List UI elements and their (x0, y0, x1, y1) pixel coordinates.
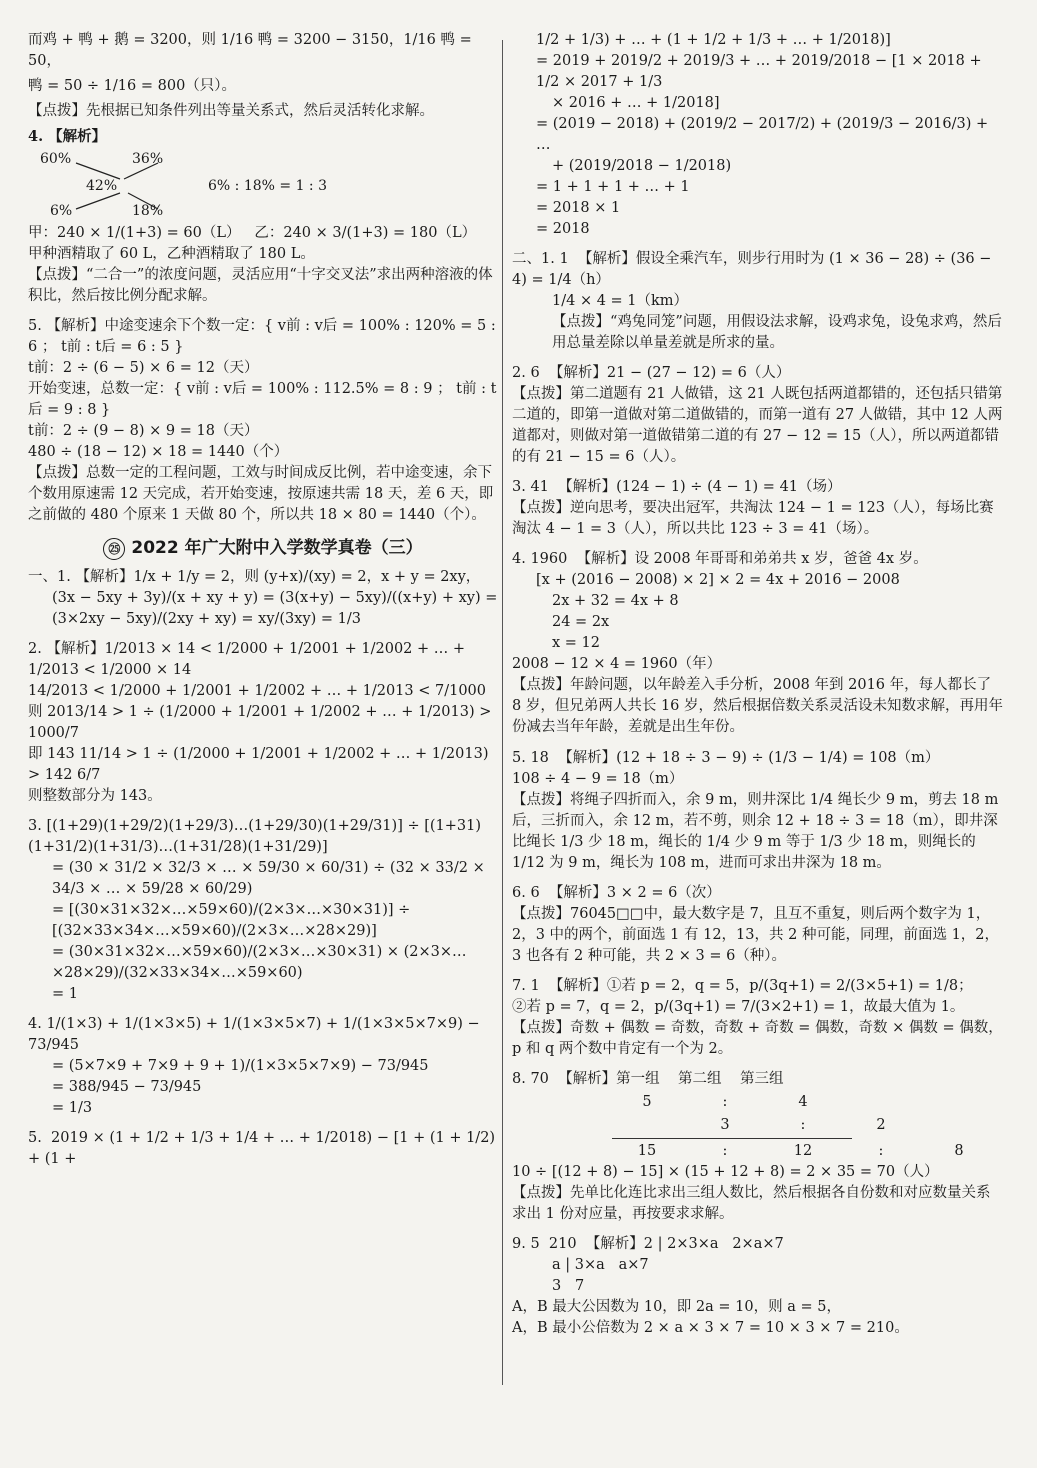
solution-line: = 2018 × 1 (536, 200, 621, 217)
ratio-cell: 5 (642, 1093, 652, 1110)
solution-line: = 1 + 1 + 1 + … + 1 (536, 179, 690, 196)
solution-line: = 388/945 − 73/945 (52, 1079, 202, 1096)
solution-line: = 2019 + 2019/2 + 2019/3 + … + 2019/2018 − [1 × 2018 + 1/2 × 2017 + 1/3 (536, 53, 987, 91)
solution-line: 480 ÷ (18 − 12) × 18 = 1440（个） (28, 444, 289, 461)
solution-line: A，B 最大公因数为 10，即 2a = 10，则 a = 5， (512, 1298, 841, 1315)
tip-line: 【点拨】年龄问题，以年龄差入手分析，2008 年到 2016 年，每人都长了 8 岁，但兄弟两人共长 16 岁，然后根据倍数关系灵活设未知数求解，再用年份减去当年年龄，差就是出生年份。 (512, 677, 1004, 736)
solution-line: 24 = 2x (552, 614, 610, 631)
q4-label: 4. 【解析】 (28, 128, 107, 146)
solution-line: 3. [(1+29)(1+29/2)(1+29/3)…(1+29/30)(1+29/31)] ÷ [(1+31)(1+31/2)(1+31/3)…(1+31/28)(1+31/29)] (28, 818, 482, 856)
ratio-cell: 2 (876, 1116, 886, 1133)
solution-line: 8. 70 【解析】第一组 第二组 第三组 (512, 1070, 784, 1087)
ratio-cell: 12 (793, 1142, 813, 1159)
solution-line: + (2019/2018 − 1/2018) (552, 158, 732, 175)
solution-line: 10 ÷ [(12 + 8) − 15] × (15 + 12 + 8) = 2 × 35 = 70（人） (512, 1163, 939, 1180)
solution-line: 5. 【解析】中途变速余下个数一定：{ v前 : v后 = 100% : 120% = 5 : 6 ； t前 : t后 = 6 : 5 } (28, 318, 501, 356)
cross-value: 6% (50, 203, 73, 220)
ratio-cell: 15 (637, 1142, 657, 1159)
solution-line: = 2018 (536, 221, 590, 238)
solution-line: = (30×31×32×…×59×60)/(2×3×…×30×31) × (2×3×…×28×29)/(32×33×34×…×59×60) (52, 944, 467, 982)
ratio-cell: : (722, 1093, 728, 1110)
solution-line: 开始变速，总数一定：{ v前 : v后 = 100% : 112.5% = 8 : 9 ； t前 : t后 = 9 : 8 } (28, 381, 497, 419)
solution-line: 2. 【解析】1/2013 × 14 < 1/2000 + 1/2001 + 1/2002 + … + 1/2013 < 1/2000 × 14 (28, 640, 470, 678)
solution-line: 5. 2019 × (1 + 1/2 + 1/3 + 1/4 + … + 1/2018) − [1 + (1 + 1/2) + (1 + (28, 1130, 500, 1168)
solution-line: 14/2013 < 1/2000 + 1/2001 + 1/2002 + … + 1/2013 < 7/1000 (28, 683, 487, 700)
column-divider (502, 40, 503, 1385)
solution-line: = (30 × 31/2 × 32/3 × … × 59/30 × 60/31) ÷ (32 × 33/2 × 34/3 × … × 59/28 × 60/29) (52, 860, 490, 898)
intro-line: 而鸡 + 鸭 + 鹅 = 3200，则 1/16 鸭 = 3200 − 3150，1/16 鸭 = 50， (28, 32, 477, 70)
solution-line: 2x + 32 = 4x + 8 (552, 593, 679, 610)
tip-line: 【点拨】“二合一”的浓度问题，灵活应用“十字交叉法”求出两种溶液的体积比，然后按比例分配求解。 (28, 267, 493, 305)
section-title (28, 536, 498, 561)
tip-line: 【点拨】“鸡兔同笼”问题，用假设法求解，设鸡求兔，设兔求鸡，然后用总量差除以单量差就是所求的量。 (552, 314, 1002, 352)
cross-value: 60% (40, 151, 72, 168)
solution-line: 3. 41 【解析】(124 − 1) ÷ (4 − 1) = 41（场） (512, 479, 842, 496)
ratio-table-row (512, 1092, 1004, 1113)
ratio-table-row (512, 1115, 1004, 1136)
tip-line: 【点拨】总数一定的工程问题，工效与时间成反比例，若中途变速，余下个数用原速需 12 天完成，若开始变速，按原速共需 18 天，差 6 天，即之前做的 480 个原来 1 天做 80 个，所以共 18 × 80 = 1440（个）。 (28, 465, 494, 524)
solution-line: 1/4 × 4 = 1（km） (552, 293, 689, 310)
cross-value: 36% (132, 151, 164, 168)
cross-diagram (28, 149, 448, 219)
solution-line: (3x − 5xy + 3y)/(x + xy + y) = (3(x+y) − 5xy)/((x+y) + xy) = (3×2xy − 5xy)/(2xy + xy) = xy/(3xy) = 1/3 (52, 589, 502, 627)
tip-line: 【点拨】奇数 + 偶数 = 奇数，奇数 + 奇数 = 偶数，奇数 × 偶数 = 偶数，p 和 q 两个数中肯定有一个为 2。 (512, 1019, 1003, 1057)
tip-line: 【点拨】76045□□中，最大数字是 7，且互不重复，则后两个数字为 1，2，3 中的两个，前面选 1 有 12，13，共 2 种可能，同理，前面选 1，2，3 也各有 2 种可能，共 2 × 3 = 6（种）。 (512, 905, 1000, 964)
solution-line: = (5×7×9 + 7×9 + 9 + 1)/(1×3×5×7×9) − 73/945 (52, 1058, 429, 1075)
solution-line: 3 7 (552, 1277, 585, 1294)
solution-line: 7. 1 【解析】①若 p = 2，q = 5，p/(3q+1) = 2/(3×5+1) = 1/8； (512, 977, 973, 994)
cross-value: 18% (132, 203, 164, 220)
tip-line: 【点拨】将绳子四折而入，余 9 m，则井深比 1/4 绳长少 9 m，剪去 18 m 后，三折而入，余 12 m，若不剪，则余 12 + 18 ÷ 3 = 18（m），即井深比绳长 1/3 少 18 m，绳长的 1/4 少 9 m 等于 1/3 少 18 m，则绳长的 1/12 为 9 m，绳长为 108 m，进而可求出井深为 18 m。 (512, 791, 1003, 871)
solution-line: 5. 18 【解析】(12 + 18 ÷ 3 − 9) ÷ (1/3 − 1/4) = 108（m） (512, 749, 940, 766)
ratio-cell: : (800, 1116, 806, 1133)
solution-line: = [(30×31×32×…×59×60)/(2×3×…×30×31)] ÷ [(32×33×34×…×59×60)/(2×3×…×28×29)] (52, 902, 415, 940)
section-number: ㉕ (103, 538, 125, 560)
tip-line: 【点拨】第二道题有 21 人做错，这 21 人既包括两道都错的，还包括只错第二道的，即第一道做对第二道做错的，而第一道有 27 人做错，其中 12 人两道都对，则做对第一道做错第二道的有 27 − 12 = 15（人），所以两道都错的有 21 − 15 = 6（人）。 (512, 386, 1003, 466)
solution-line: a | 3×a a×7 (552, 1256, 649, 1273)
solution-line: 4. 1960 【解析】设 2008 年哥哥和弟弟共 x 岁，爸爸 4x 岁。 (512, 551, 928, 568)
solution-line: 2008 − 12 × 4 = 1960（年） (512, 656, 722, 673)
solution-line: 则 2013/14 > 1 ÷ (1/2000 + 1/2001 + 1/2002 + … + 1/2013) > 1000/7 (28, 704, 497, 742)
ratio-cell: 4 (798, 1093, 808, 1110)
cross-value: 42% (86, 178, 118, 195)
solution-line: = (2019 − 2018) + (2019/2 − 2017/2) + (2019/3 − 2016/3) + … (536, 116, 993, 154)
left-column (28, 30, 502, 1170)
solution-line: 即 143 11/14 > 1 ÷ (1/2000 + 1/2001 + 1/2002 + … + 1/2013) > 142 6/7 (28, 746, 494, 784)
solution-line: t前：2 ÷ (9 − 8) × 9 = 18（天） (28, 423, 259, 440)
section-title-text: 2022 年广大附中入学数学真卷（三） (131, 538, 423, 559)
solution-line: 6. 6 【解析】3 × 2 = 6（次） (512, 884, 721, 901)
intro-line: 鸭 = 50 ÷ 1/16 = 800（只）。 (28, 78, 237, 95)
solution-line: = 1/3 (52, 1100, 93, 1117)
solution-line: 一、1. 【解析】1/x + 1/y = 2，则 (y+x)/(xy) = 2，x + y = 2xy， (28, 568, 481, 585)
solution-line: x = 12 (552, 635, 600, 652)
tip-line: 【点拨】先根据已知条件列出等量关系式，然后灵活转化求解。 (28, 103, 434, 120)
tip-line: 【点拨】逆向思考，要决出冠军，共淘汰 124 − 1 = 123（人），每场比赛淘汰 4 − 1 = 3（人），所以共比 123 ÷ 3 = 41（场）。 (512, 500, 994, 538)
solution-line: × 2016 + … + 1/2018] (552, 95, 720, 112)
solution-line: t前：2 ÷ (6 − 5) × 6 = 12（天） (28, 360, 259, 377)
ratio-rule (612, 1138, 852, 1139)
solution-line: [x + (2016 − 2008) × 2] × 2 = 4x + 2016 − 2008 (536, 572, 900, 589)
ratio-cell: 3 (720, 1116, 730, 1133)
solution-line: A，B 最小公倍数为 2 × a × 3 × 7 = 10 × 3 × 7 = 210。 (512, 1319, 909, 1336)
right-column (512, 30, 1004, 1339)
solution-line: 甲：240 × 1/(1+3) = 60（L） 乙：240 × 3/(1+3) = 180（L） (28, 225, 477, 242)
solution-line: 2. 6 【解析】21 − (27 − 12) = 6（人） (512, 365, 791, 382)
ratio: 6% : 18% = 1 : 3 (208, 178, 328, 195)
ratio-cell: : (722, 1142, 728, 1159)
solution-line: 甲种酒精取了 60 L，乙种酒精取了 180 L。 (28, 246, 315, 263)
solution-line: ②若 p = 7，q = 2，p/(3q+1) = 7/(3×2+1) = 1，故最大值为 1。 (512, 998, 965, 1015)
ratio-cell: : (878, 1142, 884, 1159)
solution-line: 4. 1/(1×3) + 1/(1×3×5) + 1/(1×3×5×7) + 1/(1×3×5×7×9) − 73/945 (28, 1016, 485, 1054)
solution-line: 108 ÷ 4 − 9 = 18（m） (512, 770, 684, 787)
solution-line: 1/2 + 1/3) + … + (1 + 1/2 + 1/3 + … + 1/2018)] (536, 32, 891, 48)
ratio-cell: 8 (954, 1142, 964, 1159)
ratio-table-row (512, 1141, 1004, 1162)
solution-line: = 1 (52, 986, 78, 1003)
tip-line: 【点拨】先单比化连比求出三组人数比，然后根据各自份数和对应数量关系求出 1 份对应量，再按要求求解。 (512, 1184, 991, 1222)
solution-line: 9. 5 210 【解析】2 | 2×3×a 2×a×7 (512, 1235, 784, 1252)
solution-line: 二、1. 1 【解析】假设全乘汽车，则步行用时为 (1 × 36 − 28) ÷ (36 − 4) = 1/4（h） (512, 251, 997, 289)
solution-line: 则整数部分为 143。 (28, 788, 162, 805)
